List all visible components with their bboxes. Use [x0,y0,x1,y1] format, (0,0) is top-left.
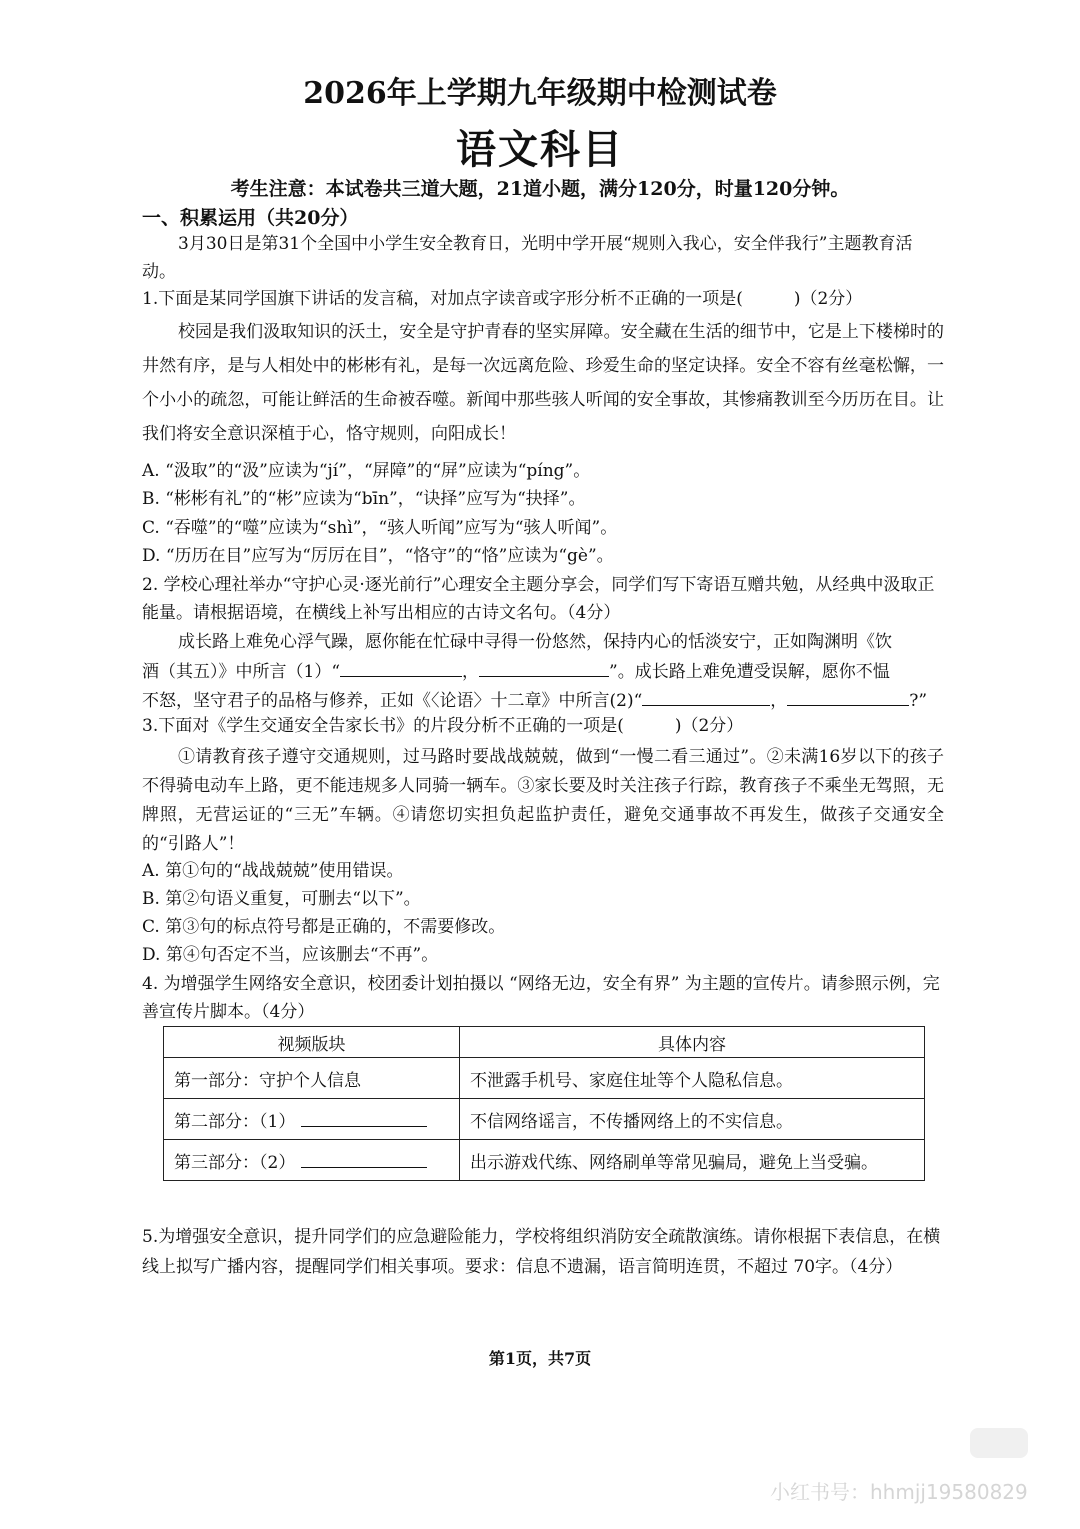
q2-line-3-sep: ， [770,691,788,711]
answer-blank[interactable] [301,1106,427,1127]
q1-option-c: C. “吞噬”的“噬”应读为“shì”，“骇人听闻”应写为“骇人听闻”。 [142,518,618,538]
table-row [164,1140,925,1181]
subject-title: 语文科目 [456,126,624,173]
section-heading: 一、积累运用（共20分） [142,207,359,229]
table-cell [164,1099,460,1140]
q2-stem: 2. 学校心理社举办“守护心灵·逐光前行”心理安全主题分享会，同学们写下寄语互赠共勉，从经典中汲取正能量。请根据语境，在横线上补写出相应的古诗文名句。（4分） [142,575,935,623]
table-header-cell: 视频版块 [164,1027,460,1058]
q5-stem: 5.为增强安全意识，提升同学们的应急避险能力，学校将组织消防安全疏散演练。请你根据下表信息，在横线上拟写广播内容，提醒同学们相关事项。要求：信息不遗漏，语言简明连贯，不超过 70字。（4分） [142,1227,941,1277]
q3-passage: ①请教育孩子遵守交通规则，过马路时要战战兢兢，做到“一慢二看三通过”。②未满16岁以下的孩子不得骑电动车上路，更不能违规多人同骑一辆车。③家长要及时关注孩子行踪，教育孩子不乘坐无驾照，无牌照，无营运证的“三无”车辆。④请您切实担负起监护责任，避免交通事故不再发生，做孩子交通安全的“引路人”！ [142,747,944,854]
table-cell: 不泄露手机号、家庭住址等个人隐私信息。 [460,1058,925,1099]
answer-blank[interactable] [479,656,609,677]
exam-title: 2026年上学期九年级期中检测试卷 [303,76,777,111]
table-cell: 出示游戏代练、网络刷单等常见骗局，避免上当受骗。 [460,1140,925,1181]
q2-line-2-text-b: ”。成长路上难免遭受误解，愿你不愠 [609,662,890,682]
table-row [164,1099,925,1140]
q3-option-d: D. 第④句否定不当，应该删去“不再”。 [142,945,439,965]
q1-stem: 1.下面是某同学国旗下讲话的发言稿，对加点字读音或字形分析不正确的一项是( )（2分） [142,289,863,309]
q3-stem: 3.下面对《学生交通安全告家长书》的片段分析不正确的一项是( )（2分） [142,716,744,736]
script-table [163,1026,925,1181]
q1-option-b: B. “彬彬有礼”的“彬”应读为“bīn”，“诀择”应写为“抉择”。 [142,489,586,509]
table-cell-text: 第二部分：（1） [174,1112,296,1132]
table-cell-text: 第三部分：（2） [174,1153,296,1173]
table-header-cell: 具体内容 [460,1027,925,1058]
q2-line-1: 成长路上难免心浮气躁，愿你能在忙碌中寻得一份悠然，保持内心的恬淡安宁，正如陶渊明《饮 [178,632,892,652]
watermark: 小红书号：hhmjj19580829 [770,1480,1028,1504]
answer-blank[interactable] [301,1147,427,1168]
table-row [164,1058,925,1099]
page-number: 第1页，共7页 [488,1349,592,1368]
q2-line-2-sep: ， [462,662,480,682]
q2-line-2 [142,656,942,685]
q3-option-a: A. 第①句的“战战兢兢”使用错误。 [142,861,404,881]
table-cell [164,1140,460,1181]
exam-notice: 考生注意：本试卷共三道大题，21道小题，满分120分，时量120分钟。 [230,178,850,200]
table-cell: 第一部分：守护个人信息 [164,1058,460,1099]
corner-mark [970,1428,1028,1458]
q1-option-a: A. “汲取”的“汲”应读为“jí”，“屏障”的“屏”应读为“píng”。 [142,461,591,481]
answer-blank[interactable] [340,656,462,677]
q4-stem: 4. 为增强学生网络安全意识，校团委计划拍摄以 “网络无边，安全有界” 为主题的宣传片。请参照示例，完善宣传片脚本。（4分） [142,974,940,1022]
q3-option-b: B. 第②句语义重复，可删去“以下”。 [142,889,421,909]
table-header-row [164,1027,925,1058]
q3-option-c: C. 第③句的标点符号都是正确的，不需要修改。 [142,917,506,937]
q2-line-3-text-b: ?” [909,691,928,711]
q1-option-d: D. “历历在目”应写为“厉厉在目”，“恪守”的“恪”应读为“gè”。 [142,546,614,566]
section-intro: 3月30日是第31个全国中小学生安全教育日，光明中学开展“规则入我心，安全伴我行”主题教育活动。 [142,234,913,282]
answer-blank[interactable] [642,685,770,706]
answer-blank[interactable] [787,685,909,706]
q2-line-3 [142,685,942,714]
q2-line-3-text-a: 不怒，坚守君子的品格与修养，正如《〈论语〉十二章》中所言(2)“ [142,691,643,711]
q2-line-2-text-a: 酒（其五）》中所言（1）“ [142,662,341,682]
table-cell: 不信网络谣言，不传播网络上的不实信息。 [460,1099,925,1140]
q1-passage: 校园是我们汲取知识的沃土，安全是守护青春的坚实屏障。安全藏在生活的细节中，它是上下楼梯时的井然有序，是与人相处中的彬彬有礼，是每一次远离危险、珍爱生命的坚定诀择。安全不容有丝毫松懈，一个小小的疏忽，可能让鲜活的生命被吞噬。新闻中那些骇人听闻的安全事故，其惨痛教训至今历历在目。让我们将安全意识深植于心，恪守规则，向阳成长！ [142,322,944,444]
